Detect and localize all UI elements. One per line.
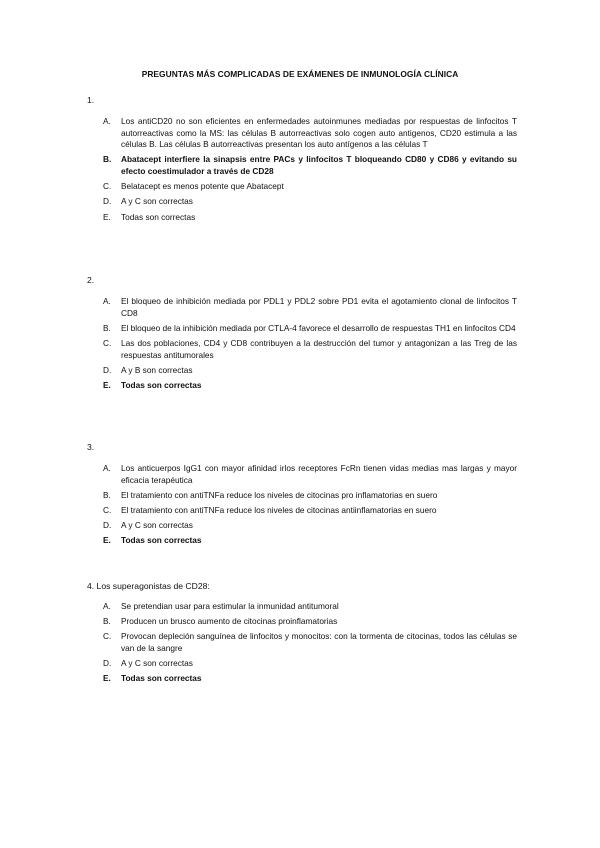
option-text: Todas son correctas bbox=[121, 211, 196, 222]
question-number: 2. bbox=[87, 275, 95, 285]
option-b bbox=[87, 616, 517, 628]
option-text: El tratamiento con antiTNFa reduce los niveles de citocinas antiinflamatorias en suero bbox=[121, 504, 437, 515]
question-number: 4. Los superagonistas de CD28: bbox=[87, 581, 210, 591]
option-letter: E. bbox=[103, 535, 111, 546]
option-a bbox=[87, 463, 517, 486]
option-d bbox=[87, 365, 517, 377]
option-letter: E. bbox=[103, 379, 111, 390]
option-letter: A. bbox=[103, 296, 111, 306]
option-e bbox=[87, 673, 517, 685]
option-text: Los anticuerpos IgG1 con mayor afinidad irlos receptores FcRn tienen vidas medias mas largas y mayor eficacia terapéutica bbox=[121, 463, 517, 485]
option-text: A y B son correctas bbox=[121, 364, 193, 375]
option-text: Todas son correctas bbox=[121, 379, 202, 390]
option-text: Belatacept es menos potente que Abatacept bbox=[121, 181, 284, 192]
option-letter: D. bbox=[103, 196, 112, 207]
document-title: PREGUNTAS MÁS COMPLICADAS DE EXÁMENES DE INMUNOLOGÍA CLÍNICA bbox=[141, 69, 459, 79]
option-letter: A. bbox=[103, 601, 111, 611]
option-c bbox=[87, 181, 517, 193]
option-text: El tratamiento con antiTNFa reduce los niveles de citocinas pro inflamatorias en suero bbox=[121, 489, 438, 500]
option-letter: E. bbox=[103, 673, 111, 684]
option-b bbox=[87, 154, 517, 177]
option-e bbox=[87, 535, 517, 547]
option-text: Los antiCD20 no son eficientes en enfermedades autoinmunes mediadas por respuestas de linfocitos T autorreactivas como la MS: las células B autorreactivas solo cogen auto antigenos, CD20 estimula a las células B. Las células B autorreactivas presentan los auto antígenos a las células T bbox=[121, 116, 517, 150]
option-d bbox=[87, 196, 517, 208]
option-letter: D. bbox=[103, 658, 112, 669]
option-letter: C. bbox=[103, 181, 112, 192]
question-number: 3. bbox=[87, 442, 95, 452]
option-letter: B. bbox=[103, 616, 111, 627]
option-text: A y C son correctas bbox=[121, 658, 193, 669]
option-text: Todas son correctas bbox=[121, 673, 202, 684]
option-b bbox=[87, 490, 517, 502]
question-1 bbox=[87, 94, 517, 227]
option-c bbox=[87, 338, 517, 361]
option-text: Provocan depleción sanguínea de linfocitos y monocitos: con la tormenta de citocinas, todos las células se van de la sangre bbox=[121, 631, 517, 653]
option-d bbox=[87, 520, 517, 532]
option-c bbox=[87, 505, 517, 517]
option-d bbox=[87, 658, 517, 670]
option-letter: D. bbox=[103, 520, 112, 531]
option-letter: A. bbox=[103, 116, 111, 126]
options-list bbox=[87, 463, 517, 547]
option-text: El bloqueo de inhibición mediada por PDL1 y PDL2 sobre PD1 evita el agotamiento clonal de linfocitos T CD8 bbox=[121, 296, 517, 318]
option-letter: C. bbox=[103, 631, 112, 642]
option-a bbox=[87, 116, 517, 151]
option-a bbox=[87, 296, 517, 319]
option-letter: C. bbox=[103, 504, 112, 515]
option-letter: C. bbox=[103, 337, 112, 348]
option-text: Se pretendian usar para estimular la inmunidad antitumoral bbox=[121, 601, 339, 611]
question-2 bbox=[87, 274, 517, 395]
option-text: Todas son correctas bbox=[121, 535, 202, 546]
options-list bbox=[87, 296, 517, 392]
option-letter: E. bbox=[103, 211, 111, 222]
option-text: A y C son correctas bbox=[121, 520, 193, 531]
option-text: A y C son correctas bbox=[121, 196, 193, 207]
option-text: El bloqueo de la inhibición mediada por CTLA-4 favorece el desarrollo de respuestas TH1 en linfocitos CD4 bbox=[121, 322, 516, 333]
option-e bbox=[87, 212, 517, 224]
option-letter: B. bbox=[103, 489, 111, 500]
question-number: 1. bbox=[87, 95, 95, 105]
option-text: Las dos poblaciones, CD4 y CD8 contribuyen a la destrucción del tumor y antagonizan a las Treg de las respuestas antitumorales bbox=[121, 337, 517, 360]
question-4 bbox=[87, 580, 517, 689]
option-letter: D. bbox=[103, 364, 112, 375]
option-text: Producen un brusco aumento de citocinas proinflamatorias bbox=[121, 616, 338, 627]
option-letter: A. bbox=[103, 463, 111, 473]
option-c bbox=[87, 631, 517, 654]
option-text: Abatacept interfiere la sinapsis entre PACs y linfocitos T bloqueando CD80 y CD86 y evitando su efecto coestimulador a través de CD28 bbox=[121, 154, 517, 176]
option-letter: B. bbox=[103, 154, 112, 165]
options-list bbox=[87, 116, 517, 223]
question-3 bbox=[87, 441, 517, 551]
option-e bbox=[87, 380, 517, 392]
option-a bbox=[87, 601, 517, 613]
option-letter: B. bbox=[103, 322, 111, 333]
option-b bbox=[87, 323, 517, 335]
options-list bbox=[87, 601, 517, 685]
